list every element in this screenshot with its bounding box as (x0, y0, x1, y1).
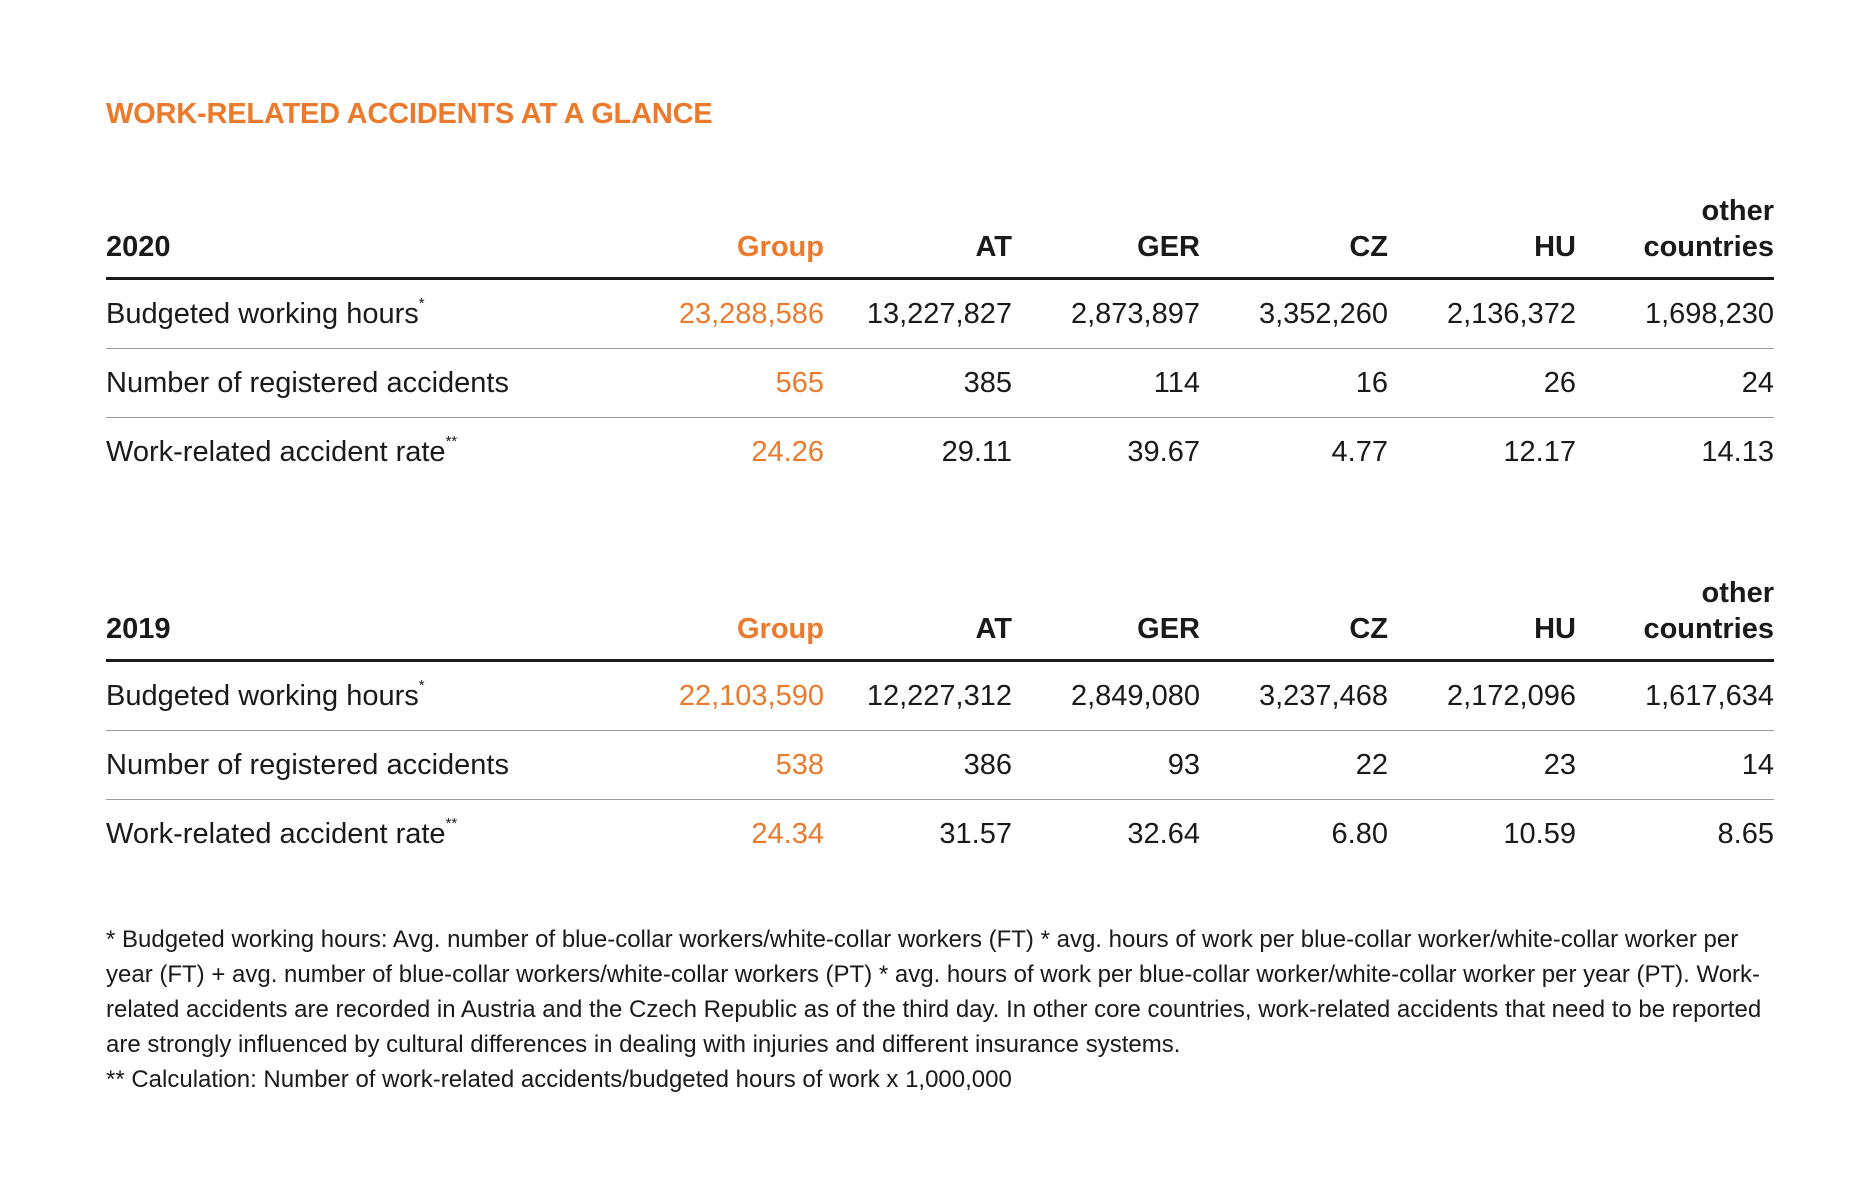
accidents-table-2020 (106, 178, 1774, 486)
column-header-at: AT (824, 560, 1012, 661)
cell-other-countries: 14 (1576, 731, 1774, 800)
row-label: Work-related accident rate** (106, 432, 458, 468)
cell-ger: 32.64 (1127, 817, 1200, 850)
column-header-ger: GER (1012, 178, 1200, 279)
year-heading: 2019 (106, 560, 632, 661)
column-header-at: AT (824, 178, 1012, 279)
row-label: Work-related accident rate** (106, 814, 458, 850)
table-header-row (106, 560, 1774, 661)
cell-group: 24.26 (751, 435, 824, 468)
column-header-ger: GER (1012, 560, 1200, 661)
cell-at: 386 (824, 731, 1012, 800)
cell-group: 538 (632, 731, 824, 800)
cell-hu: 26 (1388, 349, 1576, 418)
cell-cz: 6.80 (1331, 817, 1388, 850)
cell-group: 24.34 (751, 817, 824, 850)
footnote-mark: ** (445, 432, 458, 450)
cell-other-countries: 14.13 (1701, 435, 1774, 468)
cell-ger: 39.67 (1127, 435, 1200, 468)
footnote-mark: * (418, 294, 425, 312)
cell-hu: 10.59 (1503, 817, 1576, 850)
table-row (106, 279, 1774, 349)
cell-group: 22,103,590 (632, 661, 824, 731)
table-row (106, 349, 1774, 418)
cell-cz: 16 (1200, 349, 1388, 418)
cell-at: 12,227,312 (824, 661, 1012, 731)
cell-cz: 3,352,260 (1200, 279, 1388, 349)
row-label: Number of registered accidents (106, 349, 632, 418)
footnote-budgeted-hours: * Budgeted working hours: Avg. number of blue-collar workers/white-collar workers (FT) * avg. hours of work per blue-collar worker/white-collar worker per year (FT) + avg. number of blue-collar workers/white-collar workers (PT) * avg. hours of work per blue-collar worker/white-collar worker per year (PT). Work-related accidents are recorded in Austria and the Czech Republic as of the third day. In other core countries, work-related accidents that need to be reported are strongly influenced by cultural differences in dealing with injuries and different insurance systems. (106, 926, 1762, 1058)
cell-hu: 23 (1388, 731, 1576, 800)
page-title: WORK-RELATED ACCIDENTS AT A GLANCE (106, 98, 713, 130)
footnotes (106, 922, 1774, 1097)
cell-other-countries: 24 (1576, 349, 1774, 418)
cell-hu: 2,172,096 (1388, 661, 1576, 731)
column-header-hu: HU (1388, 560, 1576, 661)
cell-hu: 12.17 (1503, 435, 1576, 468)
column-header-other-countries: other countries (1576, 560, 1774, 661)
cell-at: 31.57 (939, 817, 1012, 850)
table-row (106, 731, 1774, 800)
table-row (106, 661, 1774, 731)
cell-other-countries: 1,698,230 (1576, 279, 1774, 349)
column-header-other-countries: other countries (1576, 178, 1774, 279)
column-header-group: Group (632, 178, 824, 279)
table-row (106, 418, 1774, 487)
row-label: Number of registered accidents (106, 731, 632, 800)
footnote-mark: * (418, 676, 425, 694)
cell-cz: 3,237,468 (1200, 661, 1388, 731)
row-label: Budgeted working hours* (106, 661, 632, 731)
year-heading: 2020 (106, 178, 632, 279)
cell-ger: 2,873,897 (1012, 279, 1200, 349)
cell-other-countries: 1,617,634 (1576, 661, 1774, 731)
cell-group: 23,288,586 (632, 279, 824, 349)
column-header-cz: CZ (1200, 178, 1388, 279)
cell-ger: 2,849,080 (1012, 661, 1200, 731)
cell-ger: 114 (1012, 349, 1200, 418)
cell-at: 13,227,827 (824, 279, 1012, 349)
cell-at: 29.11 (941, 435, 1012, 468)
footnote-mark: ** (445, 814, 458, 832)
table-header-row (106, 178, 1774, 279)
cell-ger: 93 (1012, 731, 1200, 800)
row-label: Budgeted working hours* (106, 279, 632, 349)
footnote-calculation: ** Calculation: Number of work-related accidents/budgeted hours of work x 1,000,000 (106, 1066, 1012, 1093)
column-header-cz: CZ (1200, 560, 1388, 661)
column-header-group: Group (632, 560, 824, 661)
cell-other-countries: 8.65 (1717, 817, 1774, 850)
cell-hu: 2,136,372 (1388, 279, 1576, 349)
column-header-hu: HU (1388, 178, 1576, 279)
accidents-table-2019 (106, 560, 1774, 868)
table-row (106, 800, 1774, 869)
cell-cz: 22 (1200, 731, 1388, 800)
cell-cz: 4.77 (1331, 435, 1388, 468)
cell-group: 565 (632, 349, 824, 418)
cell-at: 385 (824, 349, 1012, 418)
